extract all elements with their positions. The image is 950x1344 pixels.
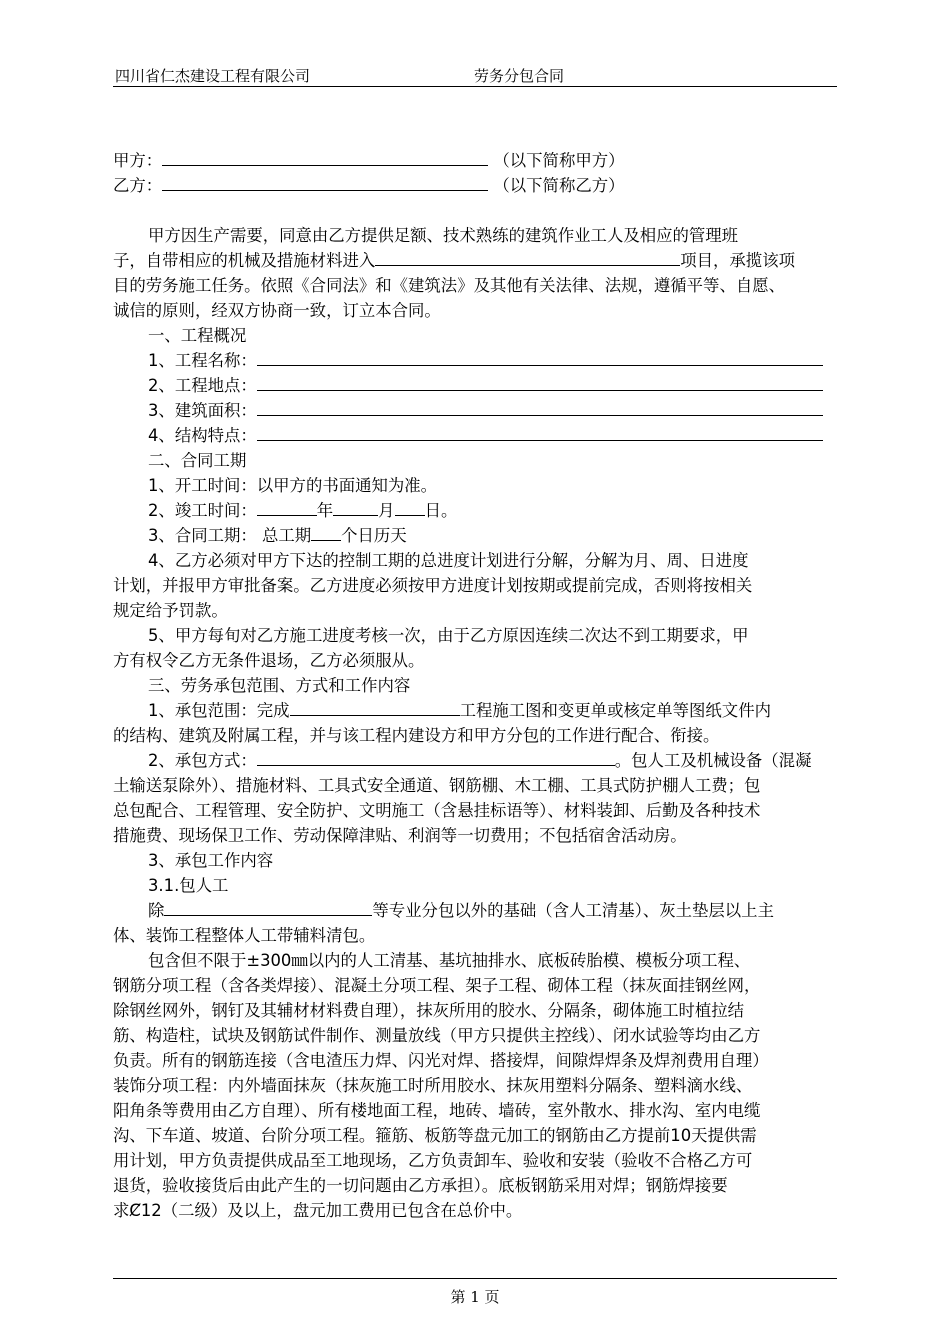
party-b-blank [162, 173, 488, 191]
header-title: 劳务分包合同 [474, 67, 565, 85]
content-line-3: 包含但不限于±300㎜以内的人工清基、基坑抽排水、底板砖胎模、模板分项工程、 [148, 951, 751, 970]
content-line-9: 阳角条等费用由乙方自理）、所有楼地面工程，地砖、墙砖，室外散水、排水沟、室内电缆 [113, 1101, 761, 1120]
end-time-line: 2、竣工时间： 年 月 日。 [113, 498, 837, 523]
party-a-label: 甲方： [113, 151, 163, 170]
page-header [113, 62, 837, 87]
content-line-13: 求Ȼ12（二级）及以上，盘元加工费用已包含在总价中。 [113, 1201, 523, 1220]
content-line-5: 除钢丝网外，钢钉及其辅材材料费自理），抹灰所用的胶水、分隔条，砌体施工时植拉结 [113, 1001, 745, 1020]
party-a-suffix: （以下简称甲方） [493, 151, 625, 170]
party-b-suffix: （以下简称乙方） [493, 176, 625, 195]
content-line-2: 体、装饰工程整体人工带辅料清包。 [113, 926, 376, 945]
project-location-line: 2、工程地点： [113, 373, 837, 398]
clause-4-line-1: 4、乙方必须对甲方下达的控制工期的总进度计划进行分解，分解为月、周、日进度 [148, 551, 749, 570]
subsection-3-1: 3.1.包人工 [148, 876, 229, 895]
content-line-4: 钢筋分项工程（含各类焊接）、混凝土分项工程、架子工程、砌体工程（抹灰面挂钢丝网， [113, 976, 761, 995]
structure-line: 4、结构特点： [113, 423, 837, 448]
party-a-blank [162, 148, 488, 166]
content-line-11: 用计划，甲方负责提供成品至工地现场，乙方负责卸车、验收和安装（验收不合格乙方可 [113, 1151, 753, 1170]
section-2-title: 二、合同工期 [148, 451, 247, 470]
method-line-1: 2、承包方式： 。包人工及机械设备（混凝 [113, 748, 837, 773]
project-name-blank [375, 248, 680, 266]
clause-5-line-2: 方有权令乙方无条件退场，乙方必须服从。 [113, 651, 425, 670]
header-company: 四川省仁杰建设工程有限公司 [115, 67, 311, 85]
page-number: 第 1 页 [450, 1288, 500, 1306]
project-name-line: 1、工程名称： [113, 348, 837, 373]
intro-line-2: 子，自带相应的机械及措施材料进入 项目，承揽该项 [113, 248, 837, 273]
intro-line-3: 目的劳务施工任务。依照《合同法》和《建筑法》及其他有关法律、法规，遵循平等、自愿、 [113, 276, 786, 295]
method-line-3: 总包配合、工程管理、安全防护、文明施工（含悬挂标语等）、材料装卸、后勤及各种技术 [113, 801, 761, 820]
start-time-line: 1、开工时间：以甲方的书面通知为准。 [148, 476, 438, 495]
building-area-line: 3、建筑面积： [113, 398, 837, 423]
footer-divider [113, 1278, 837, 1279]
scope-line-1: 1、承包范围：完成 工程施工图和变更单或核定单等图纸文件内 [113, 698, 837, 723]
party-b-label: 乙方： [113, 176, 163, 195]
content-line-1: 除 等专业分包以外的基础（含人工清基）、灰土垫层以上主 [113, 898, 837, 923]
method-line-2: 土输送泵除外）、措施材料、工具式安全通道、钢筋棚、木工棚、工具式防护棚人工费；包 [113, 776, 761, 795]
clause-4-line-2: 计划，并报甲方审批备案。乙方进度必须按甲方进度计划按期或提前完成，否则将按相关 [113, 576, 753, 595]
content-line-10: 沟、下车道、坡道、台阶分项工程。箍筋、板筋等盘元加工的钢筋由乙方提前10天提供需 [113, 1126, 757, 1145]
contract-body [113, 148, 837, 1223]
intro-line-1: 甲方因生产需要，同意由乙方提供足额、技术熟练的建筑作业工人及相应的管理班 [148, 226, 739, 245]
party-b-line [113, 173, 837, 198]
method-line-4: 措施费、现场保卫工作、劳动保障津贴、利润等一切费用；不包括宿舍活动房。 [113, 826, 687, 845]
section-1-title: 一、工程概况 [148, 326, 247, 345]
clause-5-line-1: 5、甲方每旬对乙方施工进度考核一次，由于乙方原因连续二次达不到工期要求，甲 [148, 626, 749, 645]
content-line-7: 负责。所有的钢筋连接（含电渣压力焊、闪光对焊、搭接焊，间隙焊焊条及焊剂费用自理） [113, 1051, 769, 1070]
section-3-title: 三、劳务承包范围、方式和工作内容 [148, 676, 411, 695]
content-line-6: 筋、构造柱，试块及钢筋试件制作、测量放线（甲方只提供主控线）、闭水试验等均由乙方 [113, 1026, 761, 1045]
content-line-8: 装饰分项工程：内外墙面抹灰（抹灰施工时所用胶水、抹灰用塑料分隔条、塑料滴水线、 [113, 1076, 753, 1095]
contract-period-line: 3、合同工期： 总工期 个日历天 [113, 523, 837, 548]
content-line-12: 退货，验收接货后由此产生的一切问题由乙方承担）。底板钢筋采用对焊；钢筋焊接要 [113, 1176, 728, 1195]
scope-line-2: 的结构、建筑及附属工程，并与该工程内建设方和甲方分包的工作进行配合、衔接。 [113, 726, 720, 745]
party-a-line [113, 148, 837, 173]
intro-line-4: 诚信的原则，经双方协商一致，订立本合同。 [113, 301, 441, 320]
work-content-title: 3、承包工作内容 [148, 851, 274, 870]
clause-4-line-3: 规定给予罚款。 [113, 601, 228, 620]
